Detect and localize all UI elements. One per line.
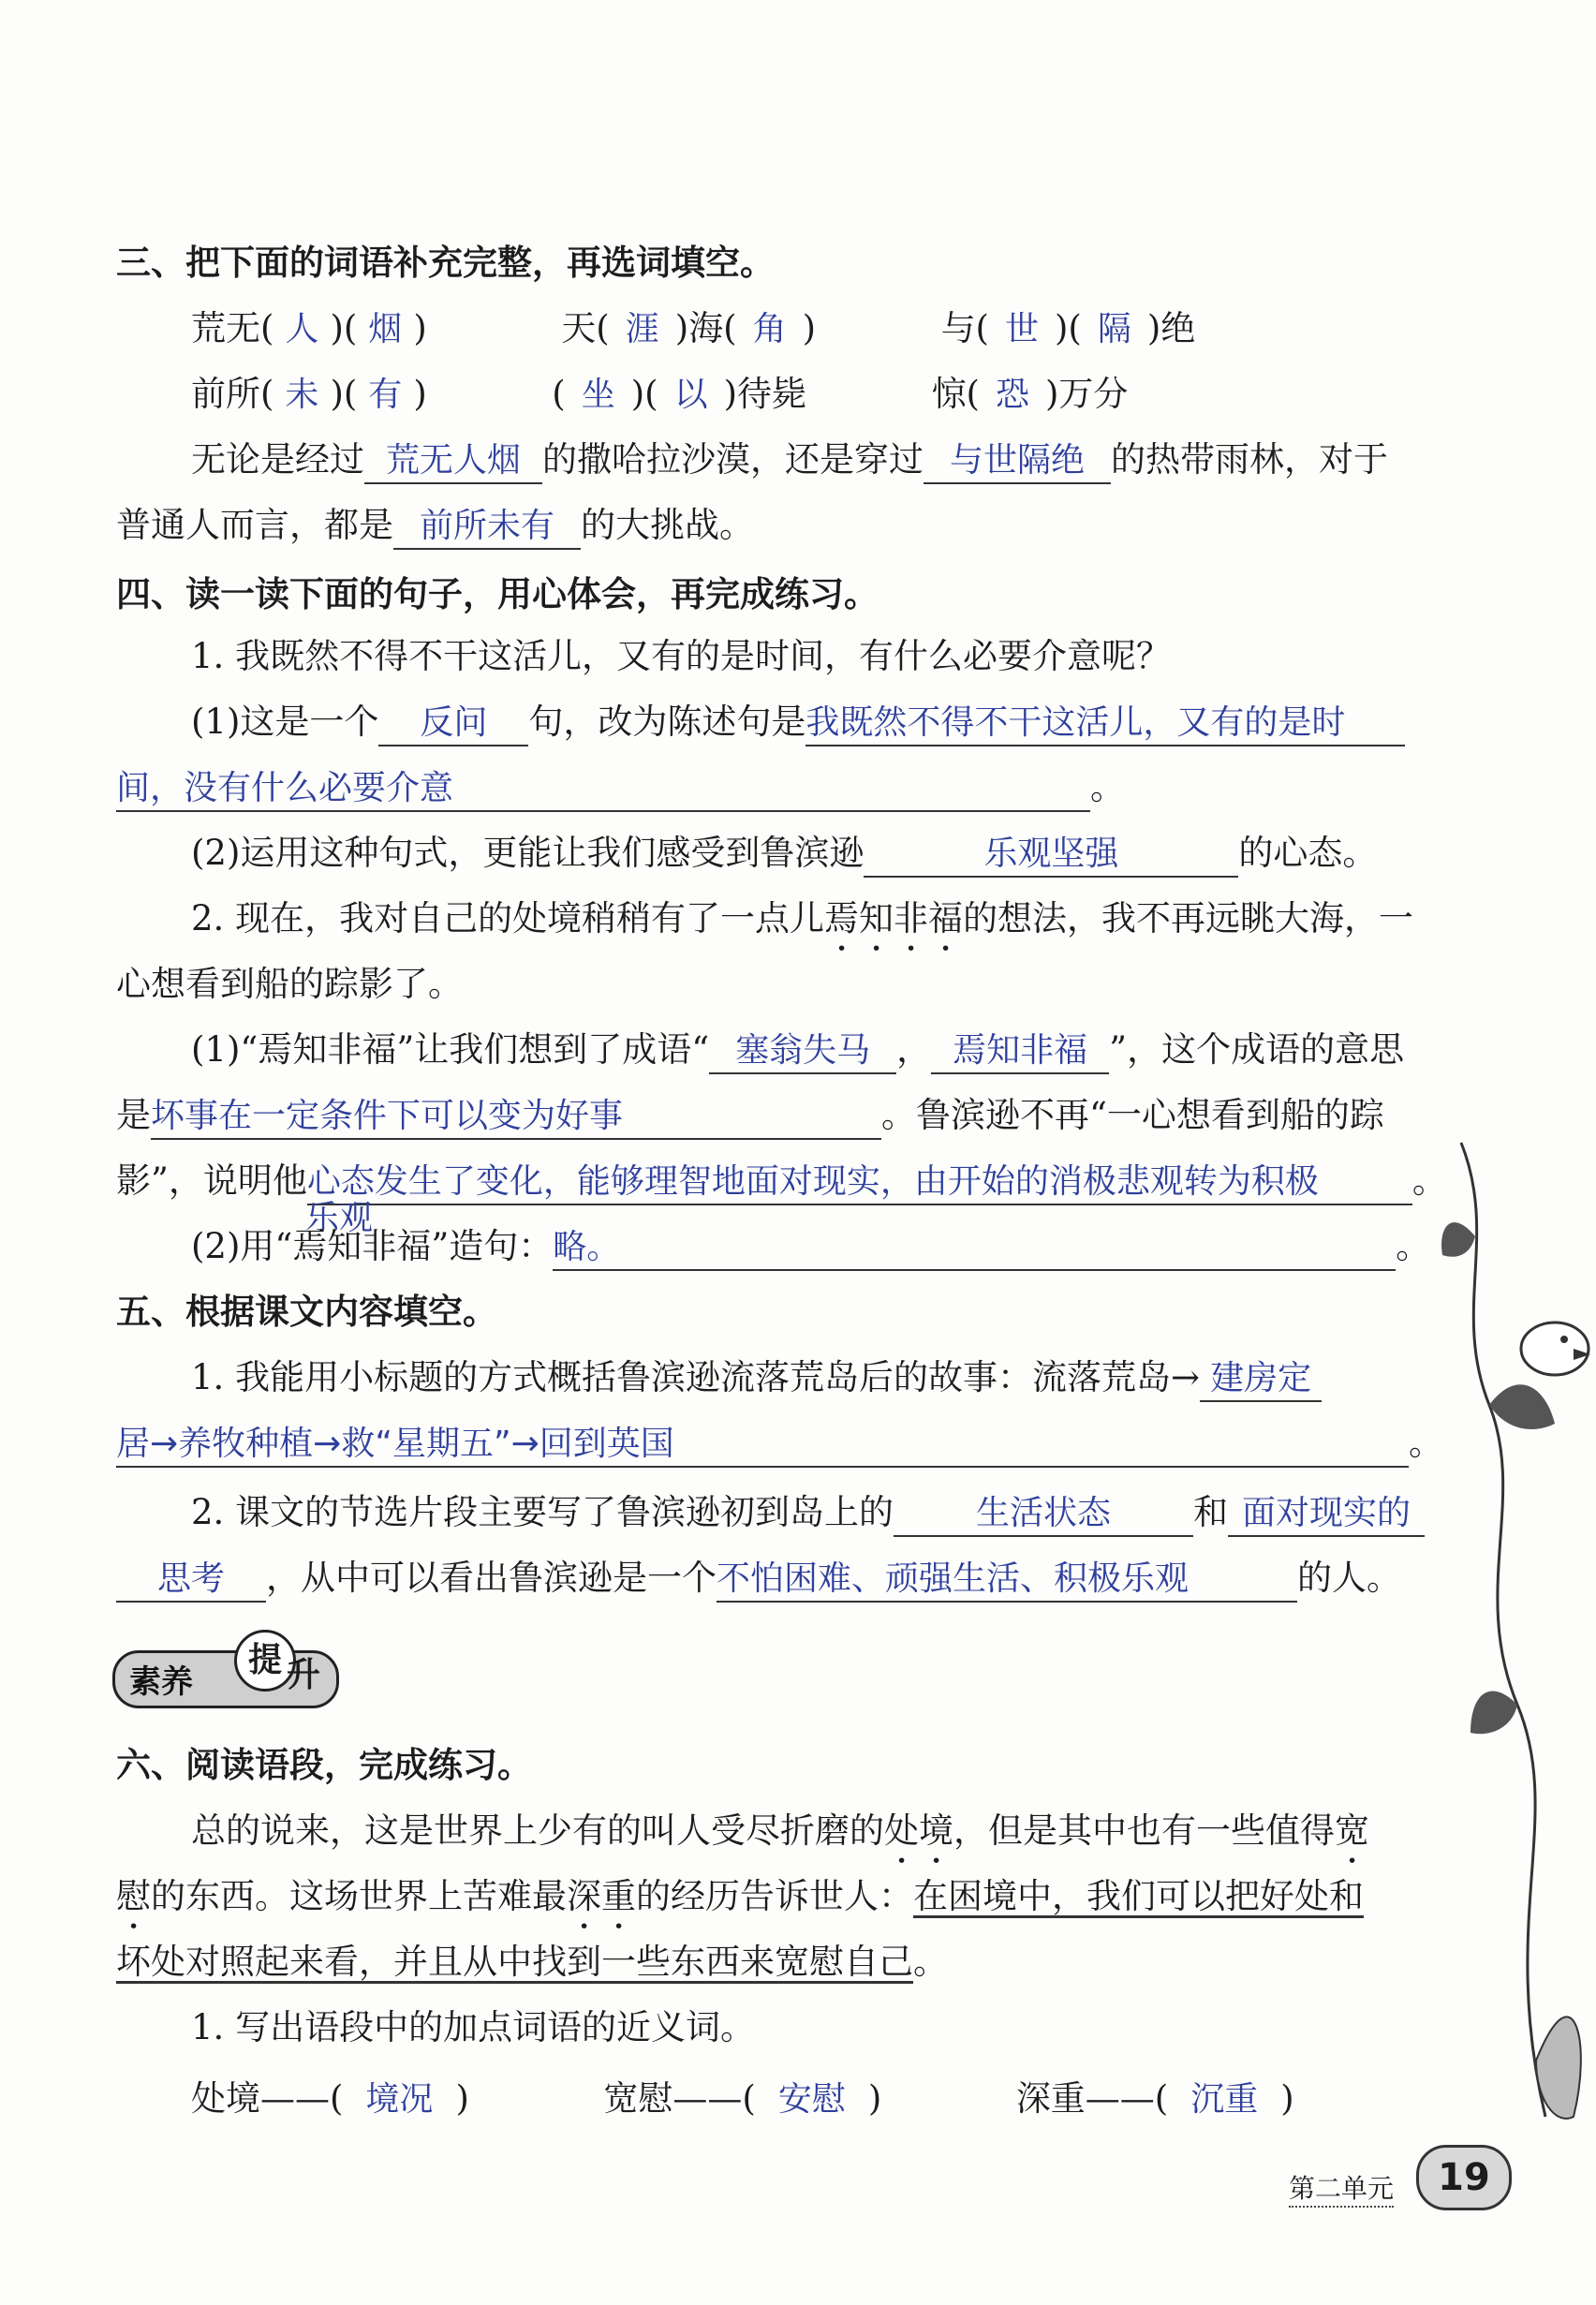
blank-statement-part2[interactable]: 间，没有什么必要介意 — [116, 767, 1090, 812]
idiom-text: )( — [330, 308, 358, 348]
idiom-text: 与( — [940, 308, 989, 348]
answer-chenzhong[interactable]: 沉重 — [1190, 2080, 1259, 2119]
dotted-word-kuanwei-2: 慰 — [116, 1876, 151, 1916]
question-text: (2)用“焉知非福”造句： — [191, 1226, 554, 1266]
sentence-text: 的大挑战。 — [581, 505, 754, 545]
blank-subtitles-part2[interactable]: 居→养牧种植→救“星期五”→回到英国 — [116, 1423, 1409, 1468]
q4-1-1-line-2 — [116, 764, 1446, 812]
question-text: 。 — [1409, 1423, 1443, 1463]
answer-ren[interactable]: 人 — [285, 310, 319, 348]
blank-make-sentence[interactable]: 略。 — [553, 1226, 1396, 1271]
question-text: (1)这是一个 — [191, 702, 379, 742]
dotted-word-chujing: 处境 — [884, 1810, 953, 1851]
q5-1-line-2 — [116, 1420, 1446, 1468]
sentence-text: 的撒哈拉沙漠，还是穿过 — [542, 439, 924, 480]
vine-decoration-icon — [1433, 1124, 1596, 2154]
idiom-text: ) — [413, 308, 427, 348]
idiom-text: )海( — [674, 308, 737, 348]
blank-subtitles-part1[interactable]: 建房定 — [1200, 1357, 1322, 1402]
question-text: (1)“焉知非福”让我们想到了成语“ — [191, 1029, 710, 1070]
question-text: 2. 课文的节选片段主要写了鲁滨逊初到岛上的 — [191, 1492, 894, 1532]
q4-2-1-line-1 — [191, 1027, 1446, 1074]
question-text: 和 — [1193, 1492, 1229, 1532]
synonym-word: ) — [867, 2078, 882, 2119]
blank-mianduixianshi[interactable]: 面对现实的 — [1228, 1492, 1425, 1537]
badge-text-1: 素养 — [129, 1663, 193, 1701]
answer-anwei[interactable]: 安慰 — [777, 2080, 846, 2119]
section-4-title: 四、读一读下面的句子，用心体会，再完成练习。 — [116, 574, 879, 614]
answer-ya[interactable]: 涯 — [625, 310, 659, 348]
q5-2-line-1 — [191, 1489, 1446, 1537]
question-text: 句，改为陈述句是 — [528, 702, 806, 742]
q4-2-sentence-line-2: 心想看到船的踪影了。 — [116, 964, 463, 1004]
answer-yi[interactable]: 以 — [673, 376, 708, 414]
q4-2-1-line-2 — [116, 1092, 1446, 1140]
blank-huangwurenyan[interactable]: 荒无人烟 — [364, 439, 542, 484]
idiom-text: )( — [1055, 308, 1082, 348]
answer-kong[interactable]: 恐 — [995, 376, 1029, 414]
fill-sentence-line-2 — [116, 502, 1446, 550]
idiom-text: )( — [330, 374, 358, 414]
idiom-row-2 — [191, 371, 1446, 419]
question-text: 的想法，我不再远眺大海，一 — [963, 898, 1414, 938]
sentence-text: 的热带雨林，对于 — [1111, 439, 1388, 480]
idiom-text: 前所( — [191, 374, 274, 414]
q4-2-2-line — [191, 1223, 1446, 1271]
idiom-text: 荒无( — [191, 308, 274, 348]
idiom-text: )待毙 — [723, 374, 807, 414]
synonym-answers — [191, 2076, 1446, 2123]
page-number: 19 — [1416, 2145, 1512, 2210]
question-text: ”，这个成语的意思 — [1109, 1029, 1405, 1070]
blank-shenghuozhuangtai[interactable]: 生活状态 — [894, 1492, 1193, 1537]
section-3-title: 三、把下面的词语补充完整，再选词填空。 — [116, 243, 775, 283]
section-6-title: 六、阅读语段，完成练习。 — [116, 1745, 532, 1785]
blank-idiom-meaning[interactable]: 坏事在一定条件下可以变为好事 — [151, 1095, 881, 1140]
dotted-phrase: 焉知非福 — [824, 898, 964, 938]
unit-label: 第二单元 — [1289, 2168, 1394, 2208]
answer-shi[interactable]: 世 — [1004, 310, 1039, 348]
suyang-tisheng-badge — [112, 1630, 337, 1705]
blank-yushigejue[interactable]: 与世隔绝 — [924, 439, 1111, 484]
dotted-word-shenzhong: 深重 — [567, 1876, 636, 1916]
sentence-text: 普通人而言，都是 — [116, 505, 393, 545]
blank-yanzhifeifu[interactable]: 焉知非福 — [931, 1029, 1109, 1074]
blank-leguanjianqiang[interactable]: 乐观坚强 — [864, 833, 1238, 878]
idiom-text: ) — [802, 308, 817, 348]
blank-fanwen[interactable]: 反问 — [378, 702, 528, 746]
underlined-sentence-part2: 坏处对照起来看，并且从中找到一些东西来宽慰自己 — [116, 1942, 913, 1982]
q5-1-line-1 — [191, 1354, 1446, 1402]
q4-1-1-line-1 — [191, 699, 1446, 746]
idiom-text: )绝 — [1146, 308, 1196, 348]
idiom-text: 惊( — [931, 374, 980, 414]
answer-yan[interactable]: 烟 — [368, 310, 403, 348]
answer-wei[interactable]: 未 — [285, 376, 319, 414]
synonym-word: 处境——( — [191, 2078, 344, 2119]
idiom-text: ( — [552, 374, 566, 414]
answer-overflow: 乐观 — [305, 1199, 374, 1237]
question-text: 影”，说明他 — [116, 1160, 307, 1201]
answer-jingkuang[interactable]: 境况 — [365, 2080, 434, 2119]
passage-text: ，但是其中也有一些值得 — [953, 1810, 1335, 1851]
underlined-sentence-part1: 在困境中，我们可以把好处和 — [913, 1876, 1364, 1916]
idiom-text: 天( — [561, 308, 610, 348]
question-text: 。 — [1396, 1226, 1431, 1266]
q5-2-line-2 — [116, 1555, 1446, 1603]
blank-saiwengshima[interactable]: 塞翁失马 — [709, 1029, 896, 1074]
dotted-word-kuanwei-1: 宽 — [1335, 1810, 1369, 1851]
q4-1-2-line — [191, 830, 1446, 878]
passage-text: 总的说来，这是世界上少有的叫人受尽折磨的 — [191, 1810, 884, 1851]
badge-text-3: 升 — [287, 1656, 321, 1694]
idiom-row-1 — [191, 305, 1446, 353]
synonym-word: ) — [1280, 2078, 1294, 2119]
passage-line-1 — [191, 1808, 1446, 1871]
q4-1-sentence: 1. 我既然不得不干这活儿，又有的是时间，有什么必要介意呢？ — [191, 636, 1172, 676]
passage-text: 。 — [913, 1942, 948, 1982]
idiom-text: ) — [413, 374, 427, 414]
question-text: ，从中可以看出鲁滨逊是一个 — [266, 1558, 717, 1598]
synonym-word: 宽慰——( — [603, 2078, 756, 2119]
question-text: 。 — [1411, 1160, 1447, 1201]
idiom-text: )( — [630, 374, 658, 414]
question-text: 1. 我能用小标题的方式概括鲁滨逊流落荒岛后的故事：流落荒岛→ — [191, 1357, 1201, 1397]
synonym-word: ) — [455, 2078, 469, 2119]
passage-line-2 — [116, 1873, 1446, 1937]
passage-text: 的经历告诉世人： — [636, 1876, 913, 1916]
badge-text-2: 提 — [234, 1630, 296, 1692]
answer-zuo[interactable]: 坐 — [581, 376, 615, 414]
question-text: 。鲁滨逊不再“一心想看到船的踪 — [881, 1095, 1384, 1135]
blank-qiansuoweiyou[interactable]: 前所未有 — [393, 505, 581, 550]
question-text: 的人。 — [1297, 1558, 1401, 1598]
passage-line-3 — [116, 1939, 1446, 1986]
answer-jiao[interactable]: 角 — [752, 310, 787, 348]
section-5-title: 五、根据课文内容填空。 — [116, 1292, 497, 1332]
synonym-word: 深重——( — [1015, 2078, 1169, 2119]
answer-you[interactable]: 有 — [368, 376, 403, 414]
idiom-text: )万分 — [1045, 374, 1129, 414]
blank-mindset-change[interactable]: 心态发生了变化，能够理智地面对现实，由开始的消极悲观转为积极 — [307, 1160, 1412, 1205]
question-text: 的心态。 — [1238, 833, 1378, 873]
fill-sentence-line-1 — [191, 436, 1446, 484]
question-text: 2. 现在，我对自己的处境稍稍有了一点儿 — [191, 898, 825, 938]
answer-ge[interactable]: 隔 — [1097, 310, 1131, 348]
passage-text: 的东西。这场世界上苦难最 — [151, 1876, 567, 1916]
blank-statement-part1[interactable]: 我既然不得不干这活儿，又有的是时 — [805, 702, 1405, 746]
blank-sikao[interactable]: 思考 — [116, 1558, 266, 1603]
q4-2-sentence-line-1 — [191, 895, 1446, 959]
q6-1-question: 1. 写出语段中的加点词语的近义词。 — [191, 2007, 756, 2047]
question-text: 是 — [116, 1095, 151, 1135]
question-text: 。 — [1090, 767, 1125, 807]
sentence-text: 无论是经过 — [191, 439, 364, 480]
question-text: ， — [896, 1029, 932, 1070]
question-text: (2)运用这种句式，更能让我们感受到鲁滨逊 — [191, 833, 864, 873]
blank-character-traits[interactable]: 不怕困难、顽强生活、积极乐观 — [717, 1558, 1297, 1603]
